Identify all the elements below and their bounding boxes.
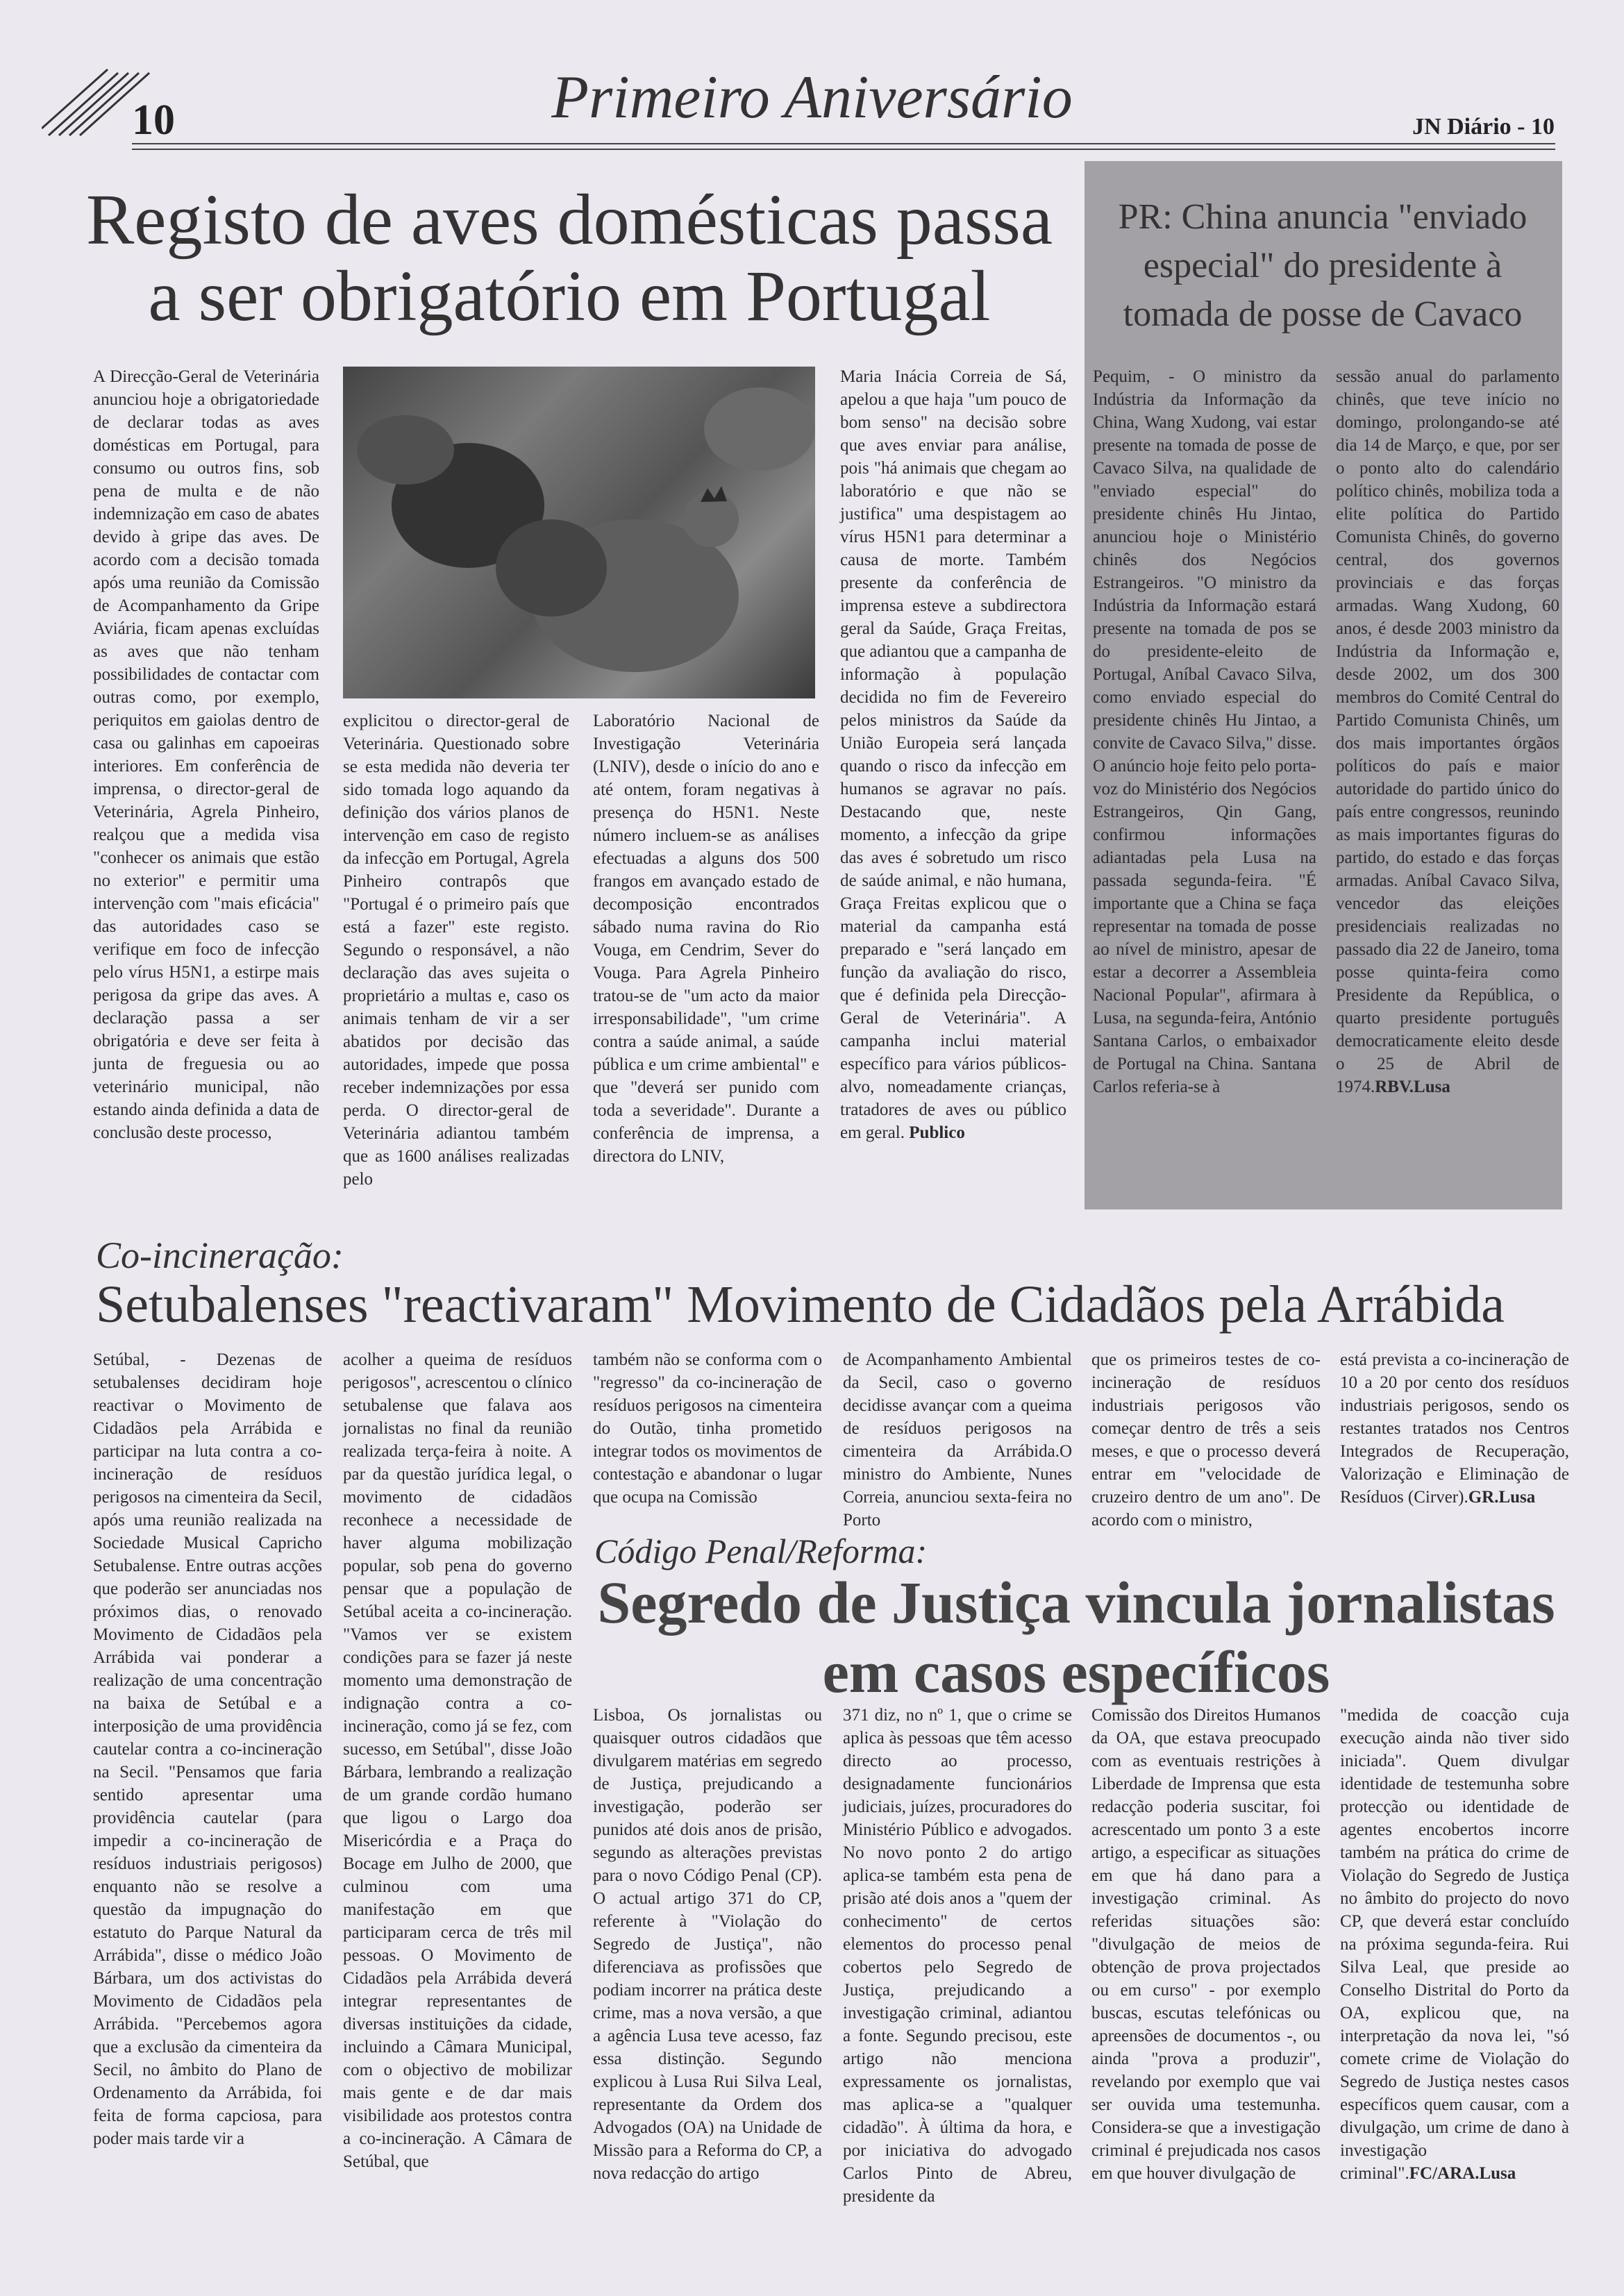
- article2-col6: está prevista a co-incineração de 10 a 20 por cento dos resíduos industriais perigosos, sendo os restantes tratados nos Centros Integrados de Recuperação, Valorização e Eliminação de Resíduos (Cirver).GR.Lusa: [1340, 1350, 1569, 1507]
- article3-col1: Lisboa, Os jornalistas ou quaisquer outros cidadãos que divulgarem matérias em segredo de Justiça, prejudicando a investigação, poderão ser punidos até dois anos de prisão, segundo as alterações previstas para o novo Código Penal (CP). O actual artigo 371 do CP, referente à "Violação do Segredo de Justiça", não diferenciava as profissões que podiam incorrer na prática deste crime, mas a nova versão, a que a agência Lusa teve acesso, faz essa distinção. Segundo explicou à Lusa Rui Silva Leal, representante da Ordem dos Advogados (OA) na Unidade de Missão para a Reforma do CP, a nova redacção do artigo: [593, 1706, 822, 2183]
- sidebar-col1: Pequim, - O ministro da Indústria da Informação da China, Wang Xudong, vai estar presente na tomada de posse de Cavaco Silva, na qualidade de "enviado especial" do presidente chinês Hu Jintao, anunciou hoje o Ministério chinês dos Negócios Estrangeiros. "O ministro da Indústria da Informação estará presente na tomada de pos se do presidente-eleito de Portugal, Aníbal Cavaco Silva, como enviado especial do presidente chinês Hu Jintao, a convite de Cavaco Silva," disse. O anúncio hoje feito pelo porta-voz do Ministério dos Negócios Estrangeiros, Qin Gang, confirmou informações adiantadas pela Lusa na passada segunda-feira. "É importante que a China se faça representar na tomada de posse ao nível de ministro, apesar de estar a decorrer a Assembleia Nacional Popular", afirmara à Lusa, na segunda-feira, António Santana Carlos, o embaixador de Portugal na China. Santana Carlos referia-se à: [1093, 367, 1316, 1096]
- article2-col1: Setúbal, - Dezenas de setubalenses decidiram hoje reactivar o Movimento de Cidadãos pela Arrábida e participar na luta contra a co-incineração de resíduos perigosos na cimenteira da Secil, após uma reunião realizada na Sociedade Musical Capricho Setubalense. Entre outras acções que poderão ser anunciadas nos próximos dias, o renovado Movimento de Cidadãos pela Arrábida vai ponderar a realização de uma concentração na baixa de Setúbal e a interposição de uma providência cautelar contra a co-incineração na Secil. "Pensamos que faria sentido apresentar uma providência cautelar (para impedir a co-incineração de resíduos industriais perigosos) enquanto não se resolve a questão da impugnação do estatuto do Parque Natural da Arrábida", disse o médico João Bárbara, um dos activistas do Movimento de Cidadãos pela Arrábida. "Percebemos agora que a exclusão da cimenteira da Secil, no âmbito do Plano de Ordenamento da Arrábida, foi feita de forma capciosa, para poder mais tarde vir a: [93, 1350, 322, 2148]
- article1-col4: Maria Inácia Correia de Sá, apelou a que haja "um pouco de bom senso" na decisão sobre que aves enviar para análise, pois "há animais que chegam ao laboratório e que não se justifica" uma despistagem ao vírus H5N1 para determinar a causa de morte. Também presente da conferência de imprensa esteve a subdirectora geral da Saúde, Graça Freitas, que adiantou que a campanha de informação à população decidida no fim de Fevereiro pelos ministros da Saúde da União Europeia será lançada quando o risco da infecção em humanos se agravar no país. Destacando que, neste momento, a infecção da gripe das aves é sobretudo um risco de saúde animal, e não humana, Graça Freitas explicou que o material da campanha está preparado e "será lançado em função da avaliação do risco, que é definida pela Direcção-Geral de Veterinária". A campanha inclui material específico para vários públicos-alvo, nomeadamente crianças, tratadores de aves ou público em geral. Publico: [840, 367, 1066, 1142]
- article1-headline: Registo de aves domésticas passa a ser obrigatório em Portugal: [85, 180, 1053, 336]
- header-rule: [132, 143, 1555, 150]
- article2-headline: Setubalenses "reactivaram" Movimento de Cidadãos pela Arrábida: [96, 1275, 1505, 1334]
- article1-col2: explicitou o director-geral de Veterinária. Questionado sobre se esta medida não deveria ter sido tomada logo aquando da definição dos vários planos de intervenção em caso de registo da infecção em Portugal, Agrela Pinheiro contrapôs que "Portugal é o primeiro país que está a fazer" este registo. Segundo o responsável, a não declaração das aves sujeita o proprietário a multas e, caso os animais tenham de vir a ser abatidos por decisão das autoridades, impede que possa receber indemnizações por essa perda. O director-geral de Veterinária adiantou também que as 1600 análises realizadas pelo: [343, 712, 569, 1189]
- article3-col2: 371 diz, no nº 1, que o crime se aplica às pessoas que têm acesso directo ao processo, designadamente funcionários judiciais, juízes, procuradores do Ministério Público e advogados. No novo ponto 2 do artigo aplica-se também esta pena de prisão até dois anos a "quem der conhecimento" de certos elementos do processo penal cobertos pelo Segredo de Justiça, prejudicando a investigação criminal, adiantou a fonte. Segundo precisou, este artigo não menciona expressamente os jornalistas, mas aplica-se a "qualquer cidadão". À última da hora, e por iniciativa do advogado Carlos Pinto de Abreu, presidente da: [843, 1706, 1072, 2206]
- section-title: Primeiro Aniversário: [551, 64, 1073, 131]
- article2-kicker: Co-incineração:: [96, 1234, 344, 1276]
- sidebar-credit: RBV.Lusa: [1375, 1078, 1450, 1096]
- hen-image-icon: [343, 367, 815, 698]
- article2-col3: também não se conforma com o "regresso" da co-incineração de resíduos perigosos na cimenteira do Outão, tinha prometido integrar todos os movimentos de contestação e abandonar o lugar que ocupa na Comissão: [593, 1350, 822, 1507]
- article3-kicker: Código Penal/Reforma:: [594, 1532, 928, 1570]
- sidebar-col2: sessão anual do parlamento chinês, que teve início no domingo, prolongando-se até dia 14 de Março, e que, por ser o ponto alto do calendário político chinês, mobiliza toda a elite política do Partido Comunista Chinês, do governo central, dos governos provinciais e das forças armadas. Wang Xudong, 60 anos, é desde 2003 ministro da Indústria da Informação e, desde 2002, um dos 300 membros do Comité Central do Partido Comunista Chinês, um dos mais importantes órgãos políticos do país e maior autoridade do partido único do país entre congressos, reunindo as mais importantes figuras do partido, do estado e das forças armadas. Aníbal Cavaco Silva, vencedor das eleições presidenciais realizadas no passado dia 22 de Janeiro, toma posse quinta-feira como Presidente da República, o quarto presidente português democraticamente eleito desde o 25 de Abril de 1974.RBV.Lusa: [1336, 367, 1559, 1096]
- article3-credit: FC/ARA.Lusa: [1409, 2164, 1516, 2183]
- page-number: 10: [132, 97, 175, 144]
- article1-col3: Laboratório Nacional de Investigação Veterinária (LNIV), desde o início do ano e até ontem, foram negativas à presença do H5N1. Neste número incluem-se as análises efectuadas a alguns dos 500 frangos em avançado estado de decomposição encontrados sábado numa ravina do Rio Vouga, em Cendrim, Sever do Vouga. Para Agrela Pinheiro tratou-se de "um acto da maior irresponsabilidade", "um crime contra a saúde animal, a saúde pública e um crime ambiental" e que "deverá ser punido com toda a severidade". Durante a conferência de imprensa, a directora do LNIV,: [593, 712, 819, 1166]
- article3-col4: "medida de coacção cuja execução ainda não tiver sido iniciada". Quem divulgar identidade de testemunha sobre protecção ou identidade de agentes encobertos incorre também na prática do crime de Violação do Segredo de Justiça no âmbito do projecto do novo CP, que deverá estar concluído na próxima segunda-feira. Rui Silva Leal, que preside ao Conselho Distrital do Porto da OA, explicou que, na interpretação da nova lei, "só comete crime de Violação do Segredo de Justiça nestes casos específicos quem causar, com a divulgação, um crime de dano à investigação criminal".FC/ARA.Lusa: [1340, 1706, 1569, 2183]
- article2-col2: acolher a queima de resíduos perigosos", acrescentou o clínico setubalense que falava aos jornalistas no final da reunião realizada terça-feira à noite. A par da questão jurídica legal, o movimento de cidadãos reconhece a necessidade de haver alguma mobilização popular, sob pena do governo pensar que a população de Setúbal aceita a co-incineração. "Vamos ver se existem condições para se fazer já neste momento uma demonstração de indignação contra a co-incineração, como já se fez, com sucesso, em Setúbal", disse João Bárbara, lembrando a realização de um grande cordão humano que ligou o Largo doa Misericórdia e a Praça do Bocage em Julho de 2000, que culminou com uma manifestação em que participaram cerca de três mil pessoas. O Movimento de Cidadãos pela Arrábida deverá integrar representantes de diversas instituições da cidade, incluindo a Câmara Municipal, com o objectivo de mobilizar mais gente e de dar mais visibilidade aos protestos contra a co-incineração. A Câmara de Setúbal, que: [343, 1350, 572, 2171]
- article3-headline: Segredo de Justiça vincula jornalistas em casos específicos: [597, 1569, 1555, 1705]
- article1-credit: Publico: [909, 1123, 965, 1142]
- article3-col3: Comissão dos Direitos Humanos da OA, que estava preocupado com as eventuais restrições à Liberdade de Imprensa que esta redacção poderia suscitar, foi acrescentado um ponto 3 a este artigo, a especificar as situações em que há dano para a investigação criminal. As referidas situações são: "divulgação de meios de obtenção de prova projectados ou em curso" - por exemplo buscas, escutas telefónicas ou apreensões de documentos -, ou ainda "prova a produzir", revelando por exemplo que vai ser ouvida uma testemunha. Considera-se que a investigação criminal é prejudicada nos casos em que houver divulgação de: [1091, 1706, 1321, 2183]
- article2-col5: que os primeiros testes de co-incineração de resíduos industriais perigosos vão começar dentro de três a seis meses, e que o processo deverá entrar em "velocidade de cruzeiro dentro de um ano". De acordo com o ministro,: [1091, 1350, 1321, 1530]
- sidebar-headline: PR: China anuncia "enviado especial" do presidente à tomada de posse de Cavaco: [1118, 197, 1527, 334]
- hens-photo: [343, 367, 815, 698]
- article2-credit: GR.Lusa: [1468, 1488, 1536, 1507]
- article2-col4: de Acompanhamento Ambiental da Secil, caso o governo decidisse avançar com a queima de resíduos perigosos na cimenteira da Arrábida.O ministro do Ambiente, Nunes Correia, anunciou sexta-feira no Porto: [843, 1350, 1072, 1530]
- publication-label: JN Diário - 10: [1412, 114, 1555, 140]
- article1-col1: A Direcção-Geral de Veterinária anunciou hoje a obrigatoriedade de declarar todas as aves domésticas em Portugal, para consumo ou outros fins, sob pena de multa e de não indemnização em caso de abates devido à gripe das aves. De acordo com a decisão tomada após uma reunião da Comissão de Acompanhamento da Gripe Aviária, ficam apenas excluídas as aves que não tenham possibilidades de contactar com outras como, por exemplo, periquitos em gaiolas dentro de casa ou galinhas em capoeiras interiores. Em conferência de imprensa, o director-geral de Veterinária, Agrela Pinheiro, realçou que a medida visa "conhecer os animais que estão no exterior" e permitir uma intervenção com "mais eficácia" das autoridades caso se verifique em foco de infecção pelo vírus H5N1, a estirpe mais perigosa da gripe das aves. A declaração passa a ser obrigatória e deve ser feita à junta de freguesia ou ao veterinário municipal, não estando ainda definida a data de conclusão deste processo,: [93, 367, 319, 1142]
